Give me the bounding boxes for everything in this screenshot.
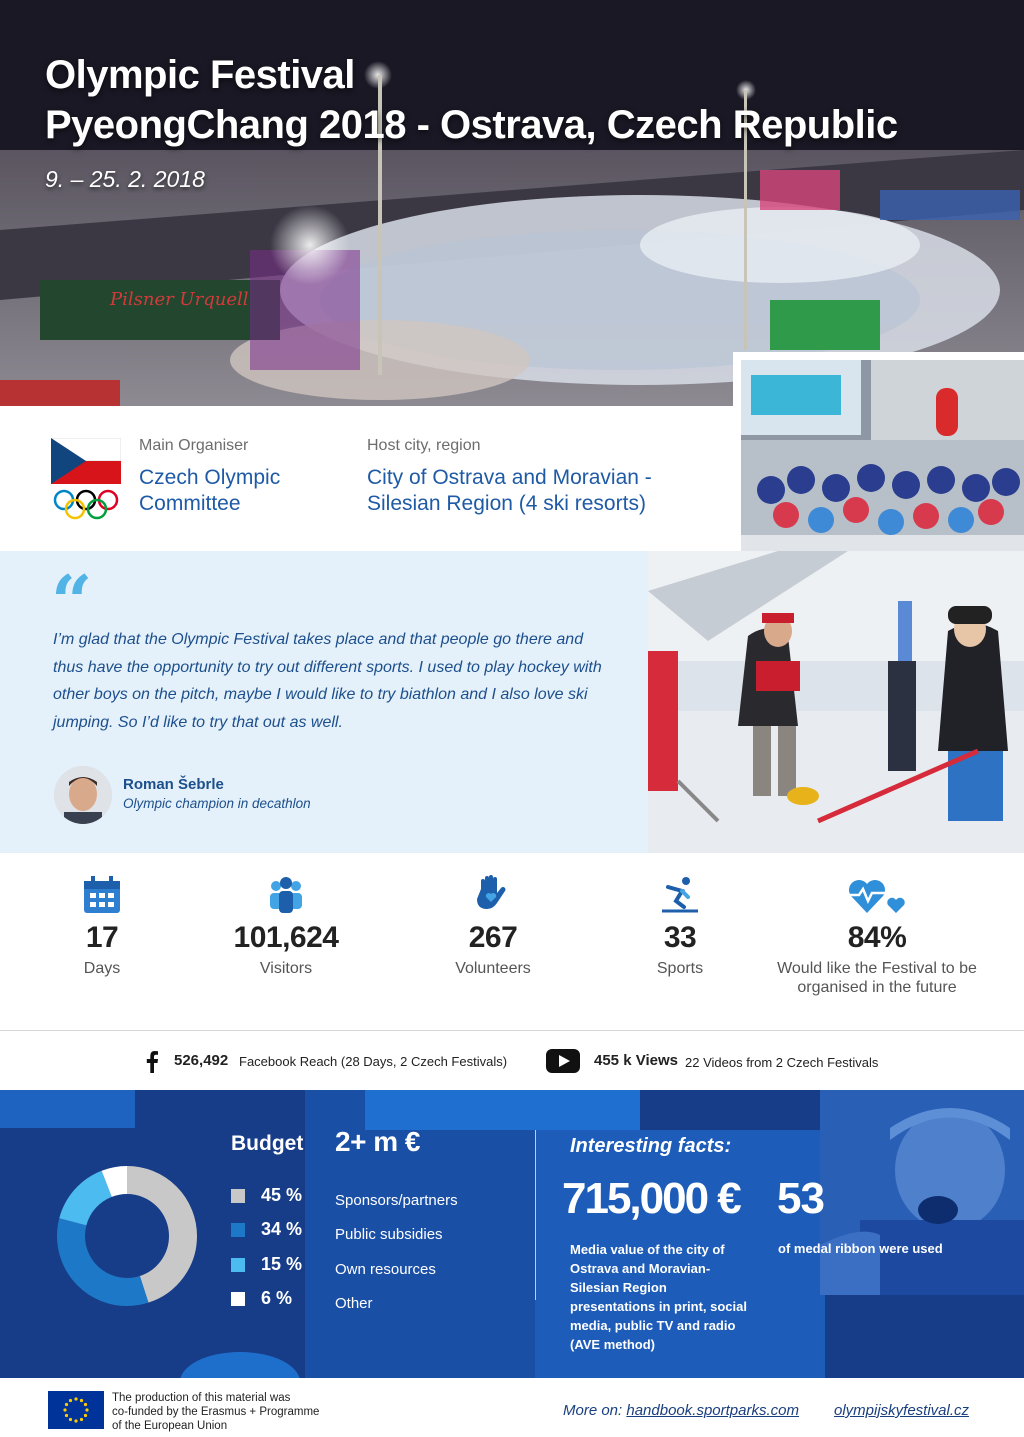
author-avatar	[54, 766, 112, 824]
stat-visitors-value: 101,624	[233, 921, 339, 954]
legend-item-other	[231, 1292, 245, 1311]
main-organiser-value-line2: Committee	[139, 492, 241, 515]
medal-label: of medal ribbon were used	[778, 1241, 943, 1256]
eu-funding-line2: co-funded by the Erasmus + Programme	[112, 1406, 320, 1418]
main-organiser-value-line1: Czech Olympic	[139, 466, 281, 489]
festival-link[interactable]: olympijskyfestival.cz	[834, 1402, 970, 1419]
legend-swatch	[231, 1292, 245, 1306]
stat-future	[772, 875, 982, 997]
stat-volunteers	[393, 875, 593, 978]
stat-visitors	[186, 875, 386, 978]
host-city-value-line2: Silesian Region (4 ski resorts)	[367, 492, 646, 515]
quote-author-name: Roman Šebrle	[123, 776, 224, 793]
facebook-icon	[145, 1049, 159, 1073]
more-on-row	[563, 1402, 799, 1419]
hero-dates: 9. – 25. 2. 2018	[45, 166, 205, 192]
olympic-rings-icon	[52, 488, 120, 522]
stat-visitors-label: Visitors	[259, 960, 313, 977]
stat-days-label: Days	[83, 960, 121, 977]
legend-swatch	[231, 1258, 245, 1272]
legend-label-sponsors: Sponsors/partners	[335, 1192, 458, 1209]
media-value: 715,000 €	[562, 1174, 740, 1223]
youtube-value: 455 k Views	[594, 1052, 678, 1069]
youtube-label: 22 Videos from 2 Czech Festivals	[685, 1055, 879, 1070]
legend-label-other: Other	[335, 1295, 373, 1312]
legend-percent-public: 34 %	[261, 1219, 303, 1239]
budget-total: 2+ m €	[335, 1126, 420, 1157]
eu-funding-line3: of the European Union	[112, 1420, 228, 1432]
stat-sports-value: 33	[663, 921, 697, 954]
facts-title: Interesting facts:	[570, 1135, 732, 1157]
legend-swatch	[231, 1189, 245, 1203]
eu-funding-line1: The production of this material was	[112, 1392, 291, 1404]
footer	[0, 1378, 1024, 1437]
band-decor-circle	[180, 1352, 300, 1378]
band-divider	[535, 1130, 536, 1300]
legend-percent-other: 6 %	[261, 1288, 293, 1308]
kids-group-photo	[741, 360, 1024, 570]
czech-flag-icon	[51, 438, 121, 484]
eu-funding-text	[112, 1391, 319, 1433]
stat-days	[2, 875, 202, 978]
youtube-icon	[546, 1049, 580, 1073]
quote-text: I’m glad that the Olympic Festival takes place and that people go there and thus have the opportunity to try out different sports. I used to play hockey with other boys on the pitch, maybe I would like to try biathlon and I also love ski jumping. So I’d like to try that out as well.	[53, 631, 602, 731]
stat-volunteers-value: 267	[468, 921, 518, 954]
facebook-label: Facebook Reach (28 Days, 2 Czech Festivals)	[239, 1054, 508, 1069]
eu-flag-icon	[48, 1391, 104, 1429]
more-on-label: More on:	[563, 1402, 623, 1419]
hand-heart-icon	[473, 875, 513, 915]
legend-swatch	[231, 1223, 245, 1237]
main-organiser-label: Main Organiser	[139, 437, 249, 454]
host-city-value-line1: City of Ostrava and Moravian -	[367, 466, 652, 489]
hero-title-line2: PyeongChang 2018 - Ostrava, Czech Republic	[45, 103, 898, 147]
budget-facts-band	[0, 1090, 1024, 1378]
kids-group-photo-frame	[733, 352, 1024, 576]
budget-donut-chart	[55, 1164, 199, 1308]
legend-item-sponsors	[231, 1189, 245, 1208]
band-decor-block	[0, 1090, 135, 1128]
facebook-value: 526,492	[174, 1052, 229, 1069]
stat-volunteers-label: Volunteers	[455, 960, 531, 977]
boy-medal-photo	[820, 1090, 1024, 1295]
calendar-icon	[82, 875, 122, 915]
hero-title-line1: Olympic Festival	[45, 53, 355, 97]
band-decor-top	[365, 1090, 640, 1130]
medal-value: 53	[777, 1174, 824, 1223]
stat-future-value: 84%	[847, 921, 907, 954]
hero-photo-banner	[0, 0, 1024, 406]
curling-photo	[648, 551, 1024, 853]
media-label: Media value of the city of Ostrava and Moravian-Silesian Region presentations in print, social media, public TV and radio (AVE method)	[570, 1242, 747, 1352]
budget-title: Budget	[231, 1132, 304, 1155]
social-stats-row	[0, 1030, 1024, 1091]
quote-author-role: Olympic champion in decathlon	[123, 796, 311, 811]
legend-percent-sponsors: 45 %	[261, 1185, 303, 1205]
skier-icon	[660, 875, 700, 915]
host-city-label: Host city, region	[367, 437, 481, 454]
stat-days-value: 17	[85, 921, 119, 954]
pilsner-sign-text: Pilsner Urquell	[110, 289, 249, 310]
legend-percent-own: 15 %	[261, 1254, 303, 1274]
legend-label-own: Own resources	[335, 1261, 436, 1278]
people-icon	[266, 875, 306, 915]
stat-sports-label: Sports	[656, 960, 704, 977]
legend-item-public	[231, 1223, 245, 1242]
quote-mark-icon: “	[51, 559, 93, 644]
legend-item-own	[231, 1258, 245, 1277]
stat-future-label: Would like the Festival to be organised in the future	[777, 960, 977, 996]
handbook-link[interactable]: handbook.sportparks.com	[626, 1402, 799, 1419]
stat-sports	[580, 875, 780, 978]
legend-label-public: Public subsidies	[335, 1226, 443, 1243]
hearts-icon	[847, 875, 907, 915]
